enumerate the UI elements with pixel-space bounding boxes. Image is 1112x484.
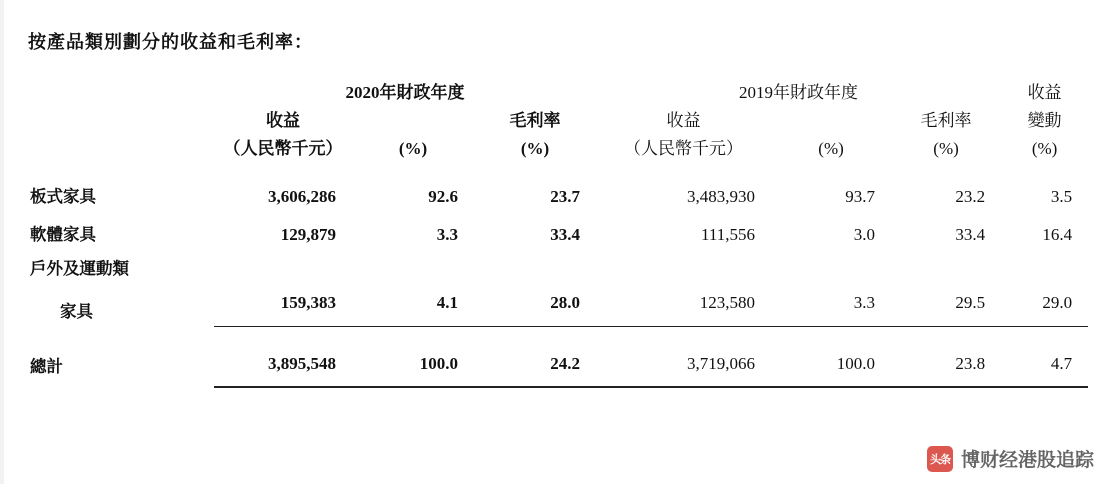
cell-revenue-2019: 123,580 [596, 284, 771, 327]
table-sub-header-row [24, 108, 1088, 136]
total-margin-2020: 24.2 [474, 345, 596, 387]
group-header-revenue-change: 收益 [1027, 83, 1062, 102]
cell-revenue-2020: 129,879 [280, 225, 336, 244]
unit-header-pct-2020-share: (%) [398, 139, 428, 158]
header-body-spacer [24, 164, 1088, 178]
sub-header-revenue-2019: 收益 [666, 111, 701, 130]
cell-margin-2020: 23.7 [550, 187, 581, 206]
cell-share-2019: 93.7 [845, 187, 876, 206]
group-header-fy2019: 2019年財政年度 [739, 83, 859, 102]
total-revenue-2019: 3,719,066 [596, 345, 771, 387]
unit-header-rmb-thousand-2020: （人民幣千元） [223, 139, 343, 158]
cell-margin-2020: 28.0 [474, 284, 596, 327]
sub-header-blank-2020-pct [352, 108, 474, 136]
cell-margin-2019: 23.2 [955, 187, 986, 206]
watermark [927, 445, 1094, 472]
cell-change: 29.0 [1001, 284, 1088, 327]
sub-header-grossmargin-2020: 毛利率 [509, 111, 561, 130]
cell-revenue-2020: 159,383 [214, 284, 352, 327]
cell-share-2020: 4.1 [352, 284, 474, 327]
unit-header-pct-2019-margin: (%) [933, 139, 959, 158]
unit-header-blank [24, 136, 214, 164]
unit-header-rmb-thousand-2019: （人民幣千元） [624, 139, 744, 158]
page-left-edge [0, 0, 4, 484]
unit-header-pct-2020-margin: (%) [520, 139, 550, 158]
total-revenue-2020: 3,895,548 [214, 345, 352, 387]
table-row [24, 178, 1088, 216]
table-row [24, 284, 1088, 327]
cell-revenue-2019: 3,483,930 [687, 187, 756, 206]
row-label-panel-furniture: 板式家具 [30, 188, 96, 206]
financial-table [24, 80, 1088, 388]
page-title: 按產品類別劃分的收益和毛利率： [28, 32, 313, 52]
table-total-row [24, 345, 1088, 387]
cell-margin-2020: 33.4 [550, 225, 581, 244]
table-group-header-row [24, 80, 1088, 108]
cell-share-2020: 3.3 [436, 225, 458, 244]
cell-change: 3.5 [1050, 187, 1073, 206]
sub-header-revenue-2020: 收益 [266, 111, 300, 130]
unit-header-pct-change: (%) [1031, 139, 1058, 158]
total-share-2019: 100.0 [771, 345, 891, 387]
table-row-label-continuation [24, 254, 1088, 284]
total-share-2020: 100.0 [352, 345, 474, 387]
table-row [24, 216, 1088, 254]
cell-revenue-2019: 111,556 [701, 225, 756, 244]
sub-header-change: 變動 [1027, 111, 1062, 130]
cell-margin-2019: 29.5 [891, 284, 1001, 327]
cell-share-2020: 92.6 [428, 187, 458, 206]
cell-revenue-2020: 3,606,286 [268, 187, 336, 206]
cell-margin-2019: 33.4 [955, 225, 986, 244]
row-label-outdoor-sports-furniture-line2: 家具 [60, 302, 93, 321]
row-label-outdoor-sports-furniture-line1: 戶外及運動類 [30, 260, 129, 278]
table-unit-header-row [24, 136, 1088, 164]
row-label-total: 總計 [30, 358, 63, 376]
toutiao-logo-icon: 头条 [927, 446, 953, 472]
watermark-text: 博财经港股追踪 [960, 450, 1094, 471]
sub-header-grossmargin-2019: 毛利率 [920, 111, 972, 130]
total-change: 4.7 [1001, 345, 1088, 387]
cell-change: 16.4 [1042, 225, 1073, 244]
sub-header-blank-2019-pct [771, 108, 891, 136]
total-gap-row [24, 327, 1088, 346]
group-header-fy2020: 2020年財政年度 [345, 83, 465, 102]
sub-header-blank [24, 108, 214, 136]
row-label-soft-furniture: 軟體家具 [30, 226, 96, 244]
total-margin-2019: 23.8 [891, 345, 1001, 387]
unit-header-pct-2019-share: (%) [818, 139, 844, 158]
group-header-blank [24, 80, 214, 108]
cell-share-2019: 3.3 [771, 284, 891, 327]
cell-share-2019: 3.0 [853, 225, 876, 244]
